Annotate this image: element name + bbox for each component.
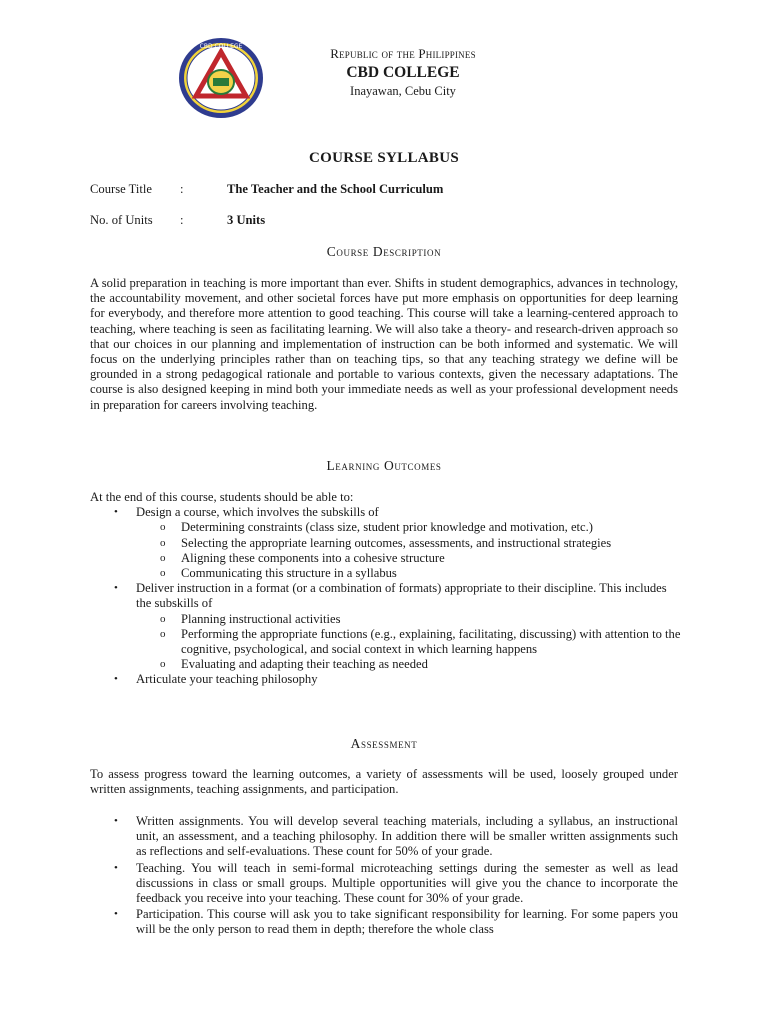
learning-outcomes-list	[90, 490, 682, 688]
bullet: •	[114, 908, 118, 921]
bullet: •	[114, 673, 118, 686]
list-item-text: Written assignments. You will develop several teaching materials, including a syllabus, an instructional unit, an assessment, and a teaching philosophy. In addition there will be smaller written assignments such as reflections and self-evaluations. These count for 50% of your grade.	[136, 814, 678, 859]
list-item-text: Participation. This course will ask you to take significant responsibility for learning. For some papers you will be the only person to read them in depth; therefore the whole class	[136, 907, 678, 937]
college-name: CBD COLLEGE	[346, 64, 460, 81]
course-description-text: A solid preparation in teaching is more important than ever. Shifts in student demographics, advances in technology, the accountability movement, and other societal forces have put more emphasis on opportunities for deep learning for everybody, and therefore more attention to good teaching. This course will take a learning-centered approach to teaching, where teaching is seen as facilitating learning. We will also take a theory- and research-driven approach so that our choices in our planning and implementation of instruction can be both informed and systematic. We will focus on the underlying principles rather than on teaching tips, so that any teaching strategy we define will be grounded in a strong pedagogical rationale and portable to various contexts, given the necessary adaptations. The course is also designed keeping in mind both your immediate needs as well as your professional development needs in preparation for careers involving teaching.	[90, 276, 678, 412]
list-item	[90, 672, 682, 687]
college-header	[283, 46, 523, 99]
republic-line: Republic of the Philippines	[330, 46, 476, 61]
svg-text:CBD COLLEGE: CBD COLLEGE	[199, 43, 243, 50]
sub-list-item	[90, 627, 682, 657]
field-colon: :	[180, 182, 184, 196]
sub-bullet: o	[160, 551, 166, 564]
outcomes-intro: At the end of this course, students should be able to:	[90, 490, 354, 504]
sub-list-item	[90, 520, 682, 535]
sub-bullet: o	[160, 521, 166, 534]
sub-list-item	[90, 566, 682, 581]
college-seal-logo	[177, 36, 265, 120]
sub-list-item	[90, 612, 682, 627]
sub-list-item	[90, 551, 682, 566]
sub-item-text: Aligning these components into a cohesive structure	[181, 550, 445, 565]
list-item-text: Articulate your teaching philosophy	[136, 672, 318, 687]
sub-item-text: Performing the appropriate functions (e.g., explaining, facilitating, discussing) with attention to the cognitive, psychological, and social context in which learning happens	[181, 626, 681, 657]
sub-item-text: Determining constraints (class size, student prior knowledge and motivation, etc.)	[181, 520, 593, 535]
sub-bullet: o	[160, 536, 166, 549]
college-address: Inayawan, Cebu City	[350, 84, 456, 98]
list-item-text: Teaching. You will teach in semi-formal microteaching settings during the semester as well as lead discussions in class or small groups. Multiple opportunities will give you the chance to incorporate the feedback you receive into your teaching. These count for 30% of your grade.	[136, 860, 678, 906]
field-label: Course Title	[90, 182, 152, 196]
list-item	[90, 861, 678, 907]
sub-bullet: o	[160, 567, 166, 580]
learning-outcomes-heading: Learning Outcomes	[326, 458, 442, 473]
sub-bullet: o	[160, 627, 166, 640]
sub-bullet: o	[160, 658, 166, 671]
bullet: •	[114, 861, 118, 874]
sub-item-text: Selecting the appropriate learning outcomes, assessments, and instructional strategies	[181, 535, 612, 550]
assessment-list	[90, 814, 678, 939]
list-item	[90, 907, 678, 937]
bullet: •	[114, 815, 118, 827]
field-label: No. of Units	[90, 213, 153, 227]
document-title: COURSE SYLLABUS	[309, 150, 459, 166]
sub-item-text: Planning instructional activities	[181, 611, 341, 626]
sub-item-text: Communicating this structure in a syllabus	[181, 566, 397, 581]
list-item	[90, 814, 678, 860]
list-item-text: Design a course, which involves the subskills of	[136, 505, 379, 520]
list-item	[90, 581, 682, 611]
assessment-heading: Assessment	[350, 736, 418, 751]
sub-bullet: o	[160, 612, 166, 625]
bullet: •	[114, 582, 118, 595]
field-colon: :	[180, 213, 184, 227]
course-description-heading: Course Description	[326, 244, 442, 259]
sub-item-text: Evaluating and adapting their teaching as needed	[181, 657, 428, 672]
assessment-intro: To assess progress toward the learning outcomes, a variety of assessments will be used, loosely grouped under written assignments, teaching assignments, and participation.	[90, 767, 678, 797]
units-value: 3 Units	[227, 213, 266, 227]
bullet: •	[114, 506, 118, 519]
list-item	[90, 505, 682, 520]
course-title-value: The Teacher and the School Curriculum	[227, 182, 444, 196]
sub-list-item	[90, 657, 682, 672]
sub-list-item	[90, 536, 682, 551]
list-item-text: Deliver instruction in a format (or a combination of formats) appropriate to their discipline. This includes the subskills of	[136, 581, 667, 611]
